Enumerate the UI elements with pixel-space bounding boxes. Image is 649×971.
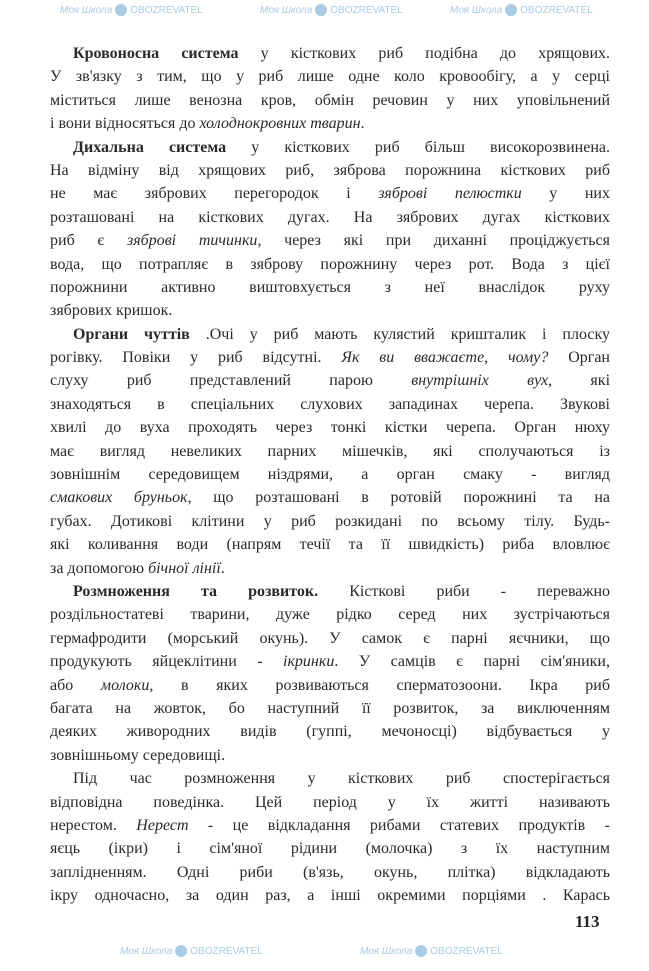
text-segment: .Очі у риб мають кулястий кришталик і плоску — [189, 325, 611, 343]
text-segment: ікру одночасно, за один раз, а інші окремими порціями . Карась — [50, 887, 610, 905]
text-segment: , в яких розвиваються сперматозоони. Ікра риб — [149, 676, 610, 694]
text-line — [50, 767, 610, 790]
italic-term: молоки — [100, 676, 150, 694]
italic-term: смакових бруньок — [50, 489, 188, 507]
text-segment: зовнішньому середовищі. — [50, 746, 226, 764]
text-line — [50, 346, 610, 369]
watermark-school: Моя Школа — [260, 5, 313, 16]
watermark-logo-icon — [415, 945, 427, 957]
text-line — [50, 112, 610, 135]
text-line — [50, 299, 610, 322]
text-line — [50, 253, 610, 276]
text-segment: розташовані на кісткових дугах. На зябрових дугах кісткових — [50, 208, 610, 226]
text-line — [50, 89, 610, 112]
text-segment: хвилі до вуха проходять через тонкі кістки черепа. Орган нюху — [50, 419, 610, 437]
text-segment: знаходяться в спеціальних слухових западинах черепа. Звукові — [50, 395, 610, 413]
text-line — [50, 42, 610, 65]
bold-term: Кровоносна система — [73, 45, 239, 62]
text-segment: Орган — [548, 349, 610, 367]
bold-term: Розмноження та розвиток. — [73, 582, 319, 600]
text-segment: На відміну від хрящових риб, зяброва порожнина кісткових риб — [50, 161, 610, 179]
text-line — [50, 814, 610, 837]
watermark — [360, 945, 503, 959]
watermark-school: Моя Школа — [450, 5, 503, 16]
watermark — [450, 4, 593, 18]
italic-term: бічної лінії — [148, 559, 221, 577]
text-segment: відповідна поведінка. Цей період у їх житті називають — [50, 793, 610, 811]
text-segment: У зв'язку з тим, що у риб лише одне коло кровообігу, а у серці — [50, 68, 610, 86]
text-segment: - це відкладання рибами статевих продуктів - — [188, 816, 610, 834]
italic-term: зяброві тичинки — [127, 232, 258, 250]
text-segment: не має зябрових перегородок і — [50, 185, 379, 203]
italic-term: зяброві пелюстки — [378, 185, 522, 203]
text-segment: роздільностатеві тварини, дуже рідко серед них зустрічаються — [50, 606, 610, 624]
text-line — [50, 229, 610, 252]
bold-term: Органи чуттів — [73, 325, 190, 343]
text-segment: зовнішнім середовищем ніздрями, а орган смаку - вигляд — [50, 466, 610, 484]
italic-term: Як ви вважаєте, чому? — [341, 349, 549, 367]
text-segment: вода, що потрапляє в зяброву порожнину через рот. Вода з цієї — [50, 255, 610, 273]
text-line — [50, 440, 610, 463]
text-line — [50, 65, 610, 88]
text-segment: слуху риб представлений парою — [50, 372, 412, 390]
text-line — [50, 650, 610, 673]
text-line — [50, 557, 610, 580]
text-line — [50, 369, 610, 392]
text-segment: рогівку. Повіки у риб відсутні. — [50, 349, 342, 367]
text-line — [50, 720, 610, 743]
watermark-brand: OBOZREVATEL — [330, 5, 403, 16]
text-line — [50, 463, 610, 486]
text-segment: багата на жовток, бо наступний її розвиток, за виключенням — [50, 699, 610, 717]
text-line — [50, 486, 610, 509]
text-segment: міститься лише венозна кров, обмін речовин у них уповільнений — [50, 91, 610, 109]
text-line — [50, 393, 610, 416]
text-segment: у кісткових риб подібна до хрящових. — [238, 45, 611, 62]
textbook-page-text — [50, 42, 610, 907]
text-segment: і вони відносяться до — [50, 115, 200, 133]
text-line — [50, 884, 610, 907]
text-segment: продукують яйцеклітини - — [50, 653, 283, 671]
watermark-brand: OBOZREVATEL — [130, 5, 203, 16]
text-line — [50, 627, 610, 650]
text-line — [50, 837, 610, 860]
text-line — [50, 791, 610, 814]
text-segment: . — [360, 115, 365, 133]
text-segment: нерестом. — [50, 816, 137, 834]
text-segment: губах. Дотикові клітини у риб розкидані по всьому тілу. Будь- — [50, 512, 610, 530]
text-segment: заплідненням. Одні риби (в'язь, окунь, плітка) відкладають — [50, 863, 610, 881]
text-segment: яєць (ікри) і сім'яної рідини (молочка) з їх наступним — [50, 840, 610, 858]
text-segment: порожнини активно виштовхується з неї внаслідок руху — [50, 278, 610, 296]
text-segment: зябрових кришок. — [50, 302, 173, 320]
text-line — [50, 744, 610, 767]
text-line — [50, 603, 610, 626]
watermark-school: Моя Школа — [360, 946, 413, 957]
text-line — [50, 510, 610, 533]
text-segment: у них — [521, 185, 610, 203]
italic-term: холоднокровних тварин — [199, 115, 361, 133]
watermark-logo-icon — [505, 4, 517, 16]
bold-term: Дихальна система — [73, 138, 227, 156]
text-segment: . — [220, 559, 225, 577]
text-line — [50, 580, 610, 603]
watermark — [60, 4, 203, 18]
watermark-brand: OBOZREVATEL — [190, 946, 263, 957]
text-line — [50, 136, 610, 159]
text-line — [50, 276, 610, 299]
text-segment: риб є — [50, 232, 127, 250]
text-segment: деяких живородних видів (гуппі, мечоносці) відбувається у — [50, 723, 610, 741]
text-line — [50, 182, 610, 205]
text-segment: , які — [548, 372, 611, 390]
watermark-school: Моя Школа — [120, 946, 173, 957]
text-segment: Під час розмноження у кісткових риб спостерігається — [73, 770, 610, 788]
text-segment: за допомогою — [50, 559, 149, 577]
text-line — [50, 323, 610, 346]
watermark-brand: OBOZREVATEL — [520, 5, 593, 16]
italic-term: ікринки — [283, 653, 335, 671]
watermark — [120, 945, 263, 959]
watermark-logo-icon — [175, 945, 187, 957]
watermark-logo-icon — [315, 4, 327, 16]
text-segment: , що розташовані в ротовій порожнині та на — [187, 489, 611, 507]
page-number: 113 — [575, 912, 600, 931]
text-line — [50, 861, 610, 884]
watermark-brand: OBOZREVATEL — [430, 946, 503, 957]
watermark-logo-icon — [115, 4, 127, 16]
text-line — [50, 697, 610, 720]
text-segment: гермафродити (морський окунь). У самок є парні яєчники, що — [50, 629, 610, 647]
text-segment: у кісткових риб більш високорозвинена. — [226, 138, 611, 156]
text-segment: які коливання води (напрям течії та її швидкість) риба вловлює — [50, 536, 610, 554]
text-line — [50, 674, 610, 697]
text-line — [50, 159, 610, 182]
watermark — [260, 4, 403, 18]
italic-term: внутрішніх вух — [411, 372, 549, 390]
text-segment: . У самців є парні сім'яники, — [334, 653, 610, 671]
watermark-school: Моя Школа — [60, 5, 113, 16]
text-segment: має вигляд невеликих парних мішечків, які сполучаються із — [50, 442, 610, 460]
text-segment: або — [50, 676, 101, 694]
text-segment: Кісткові риби - переважно — [318, 582, 611, 600]
text-line — [50, 533, 610, 556]
text-line — [50, 416, 610, 439]
italic-term: Нерест — [136, 816, 189, 834]
text-line — [50, 206, 610, 229]
text-segment: , через які при диханні проціджується — [257, 232, 610, 250]
